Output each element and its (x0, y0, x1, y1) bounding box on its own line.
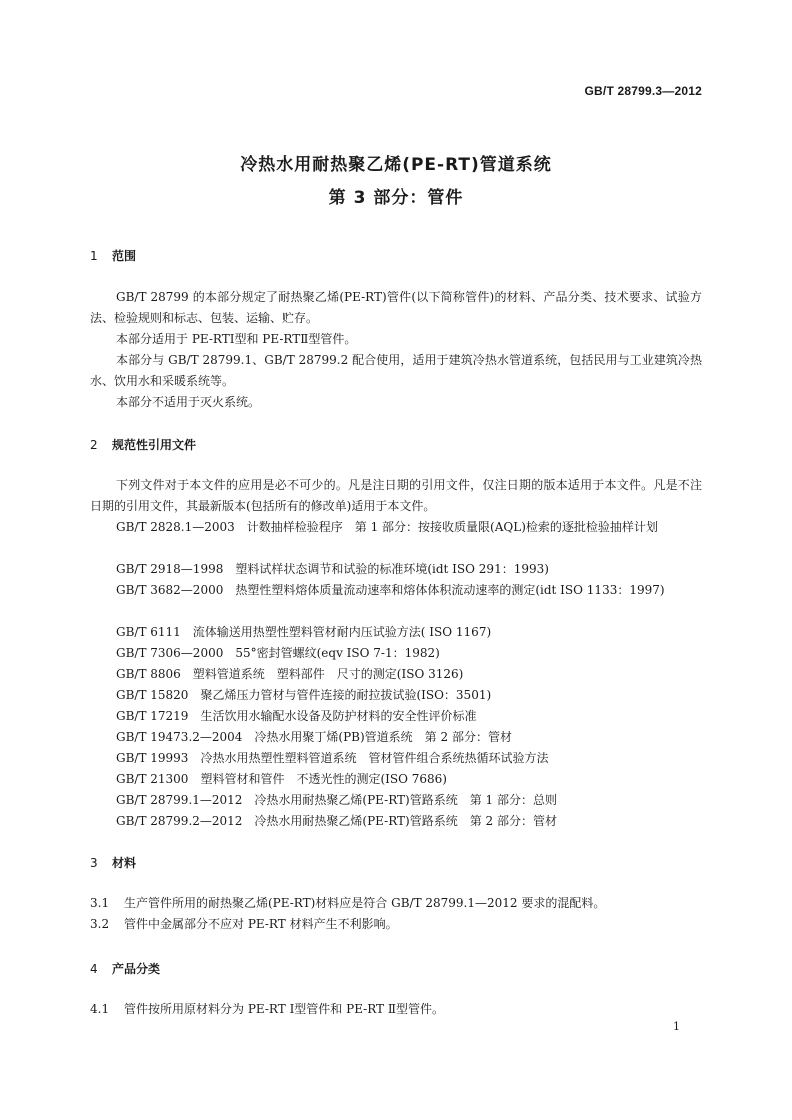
paragraph: GB/T 28799 的本部分规定了耐热聚乙烯(PE-RT)管件(以下简称管件)的材料、产品分类、技术要求、试验方法、检验规则和标志、包装、运输、贮存。 (90, 290, 702, 325)
section-title: 材料 (112, 856, 137, 870)
section-2-heading (90, 436, 196, 453)
title-line-1: 冷热水用耐热聚乙烯(PE-RT)管道系统 (240, 155, 552, 175)
section-number: 3 (90, 856, 98, 870)
clause-text: 生产管件所用的耐热聚乙烯(PE-RT)材料应是符合 GB/T 28799.1—2012 要求的混配料。 (124, 896, 606, 910)
clause-number: 4.1 (90, 1002, 110, 1016)
section-number: 4 (90, 962, 98, 976)
clause-number: 3.2 (90, 917, 110, 931)
section-title: 产品分类 (112, 962, 161, 976)
reference-item: GB/T 3682—2000 热塑性塑料熔体质量流动速率和熔体体积流动速率的测定(idt ISO 1133：1997) (116, 583, 665, 597)
reference-item: GB/T 19993 冷热水用热塑性塑料管道系统 管材管件组合系统热循环试验方法 (116, 751, 549, 765)
section-1-heading (90, 247, 136, 264)
reference-item: GB/T 17219 生活饮用水输配水设备及防护材料的安全性评价标准 (116, 709, 477, 723)
reference-item: GB/T 6111 流体输送用热塑性塑料管材耐内压试验方法( ISO 1167) (116, 625, 492, 639)
reference-item: GB/T 21300 塑料管材和管件 不透光性的测定(ISO 7686) (116, 772, 447, 786)
section-title: 规范性引用文件 (112, 438, 197, 452)
paragraph: 本部分适用于 PE-RTⅠ型和 PE-RTⅡ型管件。 (116, 332, 357, 346)
clause-3-1 (90, 893, 702, 914)
clause-number: 3.1 (90, 896, 110, 910)
section-3-heading (90, 854, 136, 871)
paragraph: 本部分不适用于灭火系统。 (116, 395, 261, 409)
clause-text: 管件中金属部分不应对 PE-RT 材料产生不利影响。 (124, 917, 398, 931)
reference-item: GB/T 15820 聚乙烯压力管材与管件连接的耐拉拔试验(ISO：3501) (116, 688, 492, 702)
clause-3-2 (90, 914, 702, 935)
section-4-heading (90, 960, 160, 977)
reference-item: GB/T 2828.1—2003 计数抽样检验程序 第 1 部分：按接收质量限(AQL)检索的逐批检验抽样计划 (116, 520, 658, 534)
reference-item: GB/T 28799.1—2012 冷热水用耐热聚乙烯(PE-RT)管路系统 第 1 部分：总则 (116, 793, 557, 807)
document-title (0, 150, 792, 208)
standard-code: GB/T 28799.3—2012 (584, 84, 702, 98)
clause-4-1 (90, 999, 702, 1020)
paragraph: 本部分与 GB/T 28799.1、GB/T 28799.2 配合使用，适用于建筑冷热水管道系统，包括民用与工业建筑冷热水、饮用水和采暖系统等。 (90, 353, 702, 388)
reference-item: GB/T 7306—2000 55°密封管螺纹(eqv ISO 7-1：1982) (116, 646, 440, 660)
title-line-2: 第 3 部分：管件 (328, 188, 464, 208)
section-title: 范围 (112, 249, 137, 263)
paragraph: 下列文件对于本文件的应用是必不可少的。凡是注日期的引用文件，仅注日期的版本适用于本文件。凡是不注日期的引用文件，其最新版本(包括所有的修改单)适用于本文件。 (90, 478, 702, 513)
page-number: 1 (673, 1020, 680, 1033)
reference-item: GB/T 2918—1998 塑料试样状态调节和试验的标准环境(idt ISO 291：1993) (116, 562, 549, 576)
reference-item: GB/T 28799.2—2012 冷热水用耐热聚乙烯(PE-RT)管路系统 第 2 部分：管材 (116, 814, 557, 828)
section-number: 2 (90, 438, 98, 452)
section-number: 1 (90, 249, 98, 263)
clause-text: 管件按所用原材料分为 PE-RT Ⅰ型管件和 PE-RT Ⅱ型管件。 (124, 1002, 445, 1016)
reference-item: GB/T 8806 塑料管道系统 塑料部件 尺寸的测定(ISO 3126) (116, 667, 464, 681)
reference-item: GB/T 19473.2—2004 冷热水用聚丁烯(PB)管道系统 第 2 部分：管材 (116, 730, 512, 744)
